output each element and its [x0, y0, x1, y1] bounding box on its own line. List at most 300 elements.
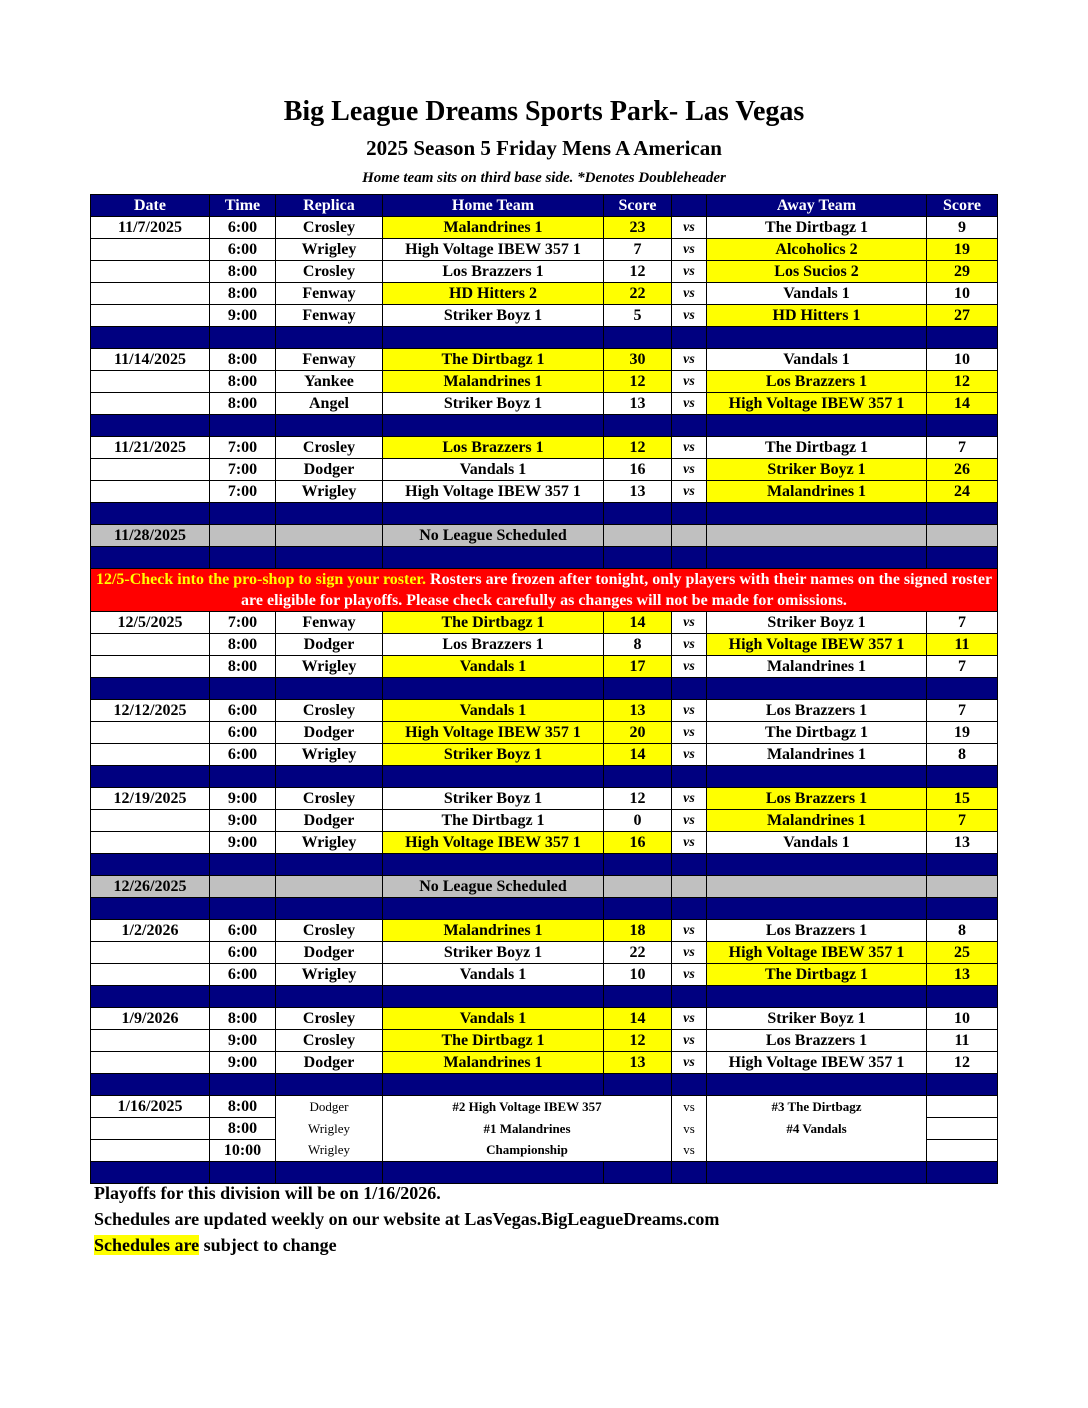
home-score: 10 — [604, 964, 672, 986]
home-score: 12 — [604, 371, 672, 393]
home-team: Vandals 1 — [383, 1008, 604, 1030]
game-date — [91, 371, 210, 393]
away-score: 10 — [927, 349, 998, 371]
game-time: 8:00 — [210, 283, 276, 305]
home-score: 14 — [604, 612, 672, 634]
away-score: 10 — [927, 283, 998, 305]
home-team: High Voltage IBEW 357 1 — [383, 832, 604, 854]
separator-cell — [672, 503, 707, 525]
vs-label: vs — [672, 1118, 707, 1140]
home-team: Malandrines 1 — [383, 920, 604, 942]
vs-label: vs — [672, 722, 707, 744]
away-team: Vandals 1 — [707, 283, 927, 305]
separator-cell — [927, 1162, 998, 1184]
separator-row — [91, 678, 998, 700]
home-score: 22 — [604, 942, 672, 964]
empty-cell — [276, 876, 383, 898]
footer-change-rest: subject to change — [199, 1235, 337, 1255]
separator-cell — [604, 766, 672, 788]
separator-cell — [210, 986, 276, 1008]
vs-label: vs — [672, 261, 707, 283]
away-team: Los Brazzers 1 — [707, 920, 927, 942]
home-team: The Dirtbagz 1 — [383, 349, 604, 371]
playoff-date: 1/16/2025 — [91, 1096, 210, 1118]
separator-cell — [604, 678, 672, 700]
game-time: 7:00 — [210, 481, 276, 503]
playoff-field: Wrigley — [276, 1118, 383, 1140]
footer-change-highlight: Schedules are — [94, 1235, 200, 1255]
game-row — [91, 349, 998, 371]
home-team: Los Brazzers 1 — [383, 634, 604, 656]
separator-row — [91, 898, 998, 920]
game-date: 1/2/2026 — [91, 920, 210, 942]
game-date — [91, 1052, 210, 1074]
away-team: The Dirtbagz 1 — [707, 437, 927, 459]
game-row — [91, 744, 998, 766]
game-date — [91, 722, 210, 744]
game-time: 8:00 — [210, 1008, 276, 1030]
separator-cell — [276, 766, 383, 788]
separator-cell — [604, 854, 672, 876]
empty-cell — [210, 525, 276, 547]
game-time: 8:00 — [210, 656, 276, 678]
away-team: Malandrines 1 — [707, 744, 927, 766]
separator-cell — [210, 854, 276, 876]
game-row — [91, 481, 998, 503]
game-row — [91, 283, 998, 305]
vs-label: vs — [672, 942, 707, 964]
game-row — [91, 964, 998, 986]
home-team: Vandals 1 — [383, 700, 604, 722]
game-date: 12/26/2025 — [91, 876, 210, 898]
separator-cell — [672, 1162, 707, 1184]
separator-cell — [383, 1074, 604, 1096]
away-team: The Dirtbagz 1 — [707, 217, 927, 239]
empty-cell — [927, 1140, 998, 1162]
col-replica-header: Replica — [276, 195, 383, 217]
home-team: Los Brazzers 1 — [383, 437, 604, 459]
playoff-date — [91, 1140, 210, 1162]
game-time: 9:00 — [210, 832, 276, 854]
home-score: 17 — [604, 656, 672, 678]
separator-cell — [707, 547, 927, 569]
separator-cell — [91, 1074, 210, 1096]
home-team: Vandals 1 — [383, 964, 604, 986]
separator-cell — [672, 986, 707, 1008]
home-score: 22 — [604, 283, 672, 305]
playoff-field: Dodger — [276, 1096, 383, 1118]
playoff-row — [91, 1096, 998, 1118]
playoff-home: #1 Malandrines — [383, 1118, 672, 1140]
playoff-row — [91, 1140, 998, 1162]
separator-cell — [383, 327, 604, 349]
game-date: 12/5/2025 — [91, 612, 210, 634]
separator-cell — [604, 898, 672, 920]
separator-cell — [276, 547, 383, 569]
separator-row — [91, 1074, 998, 1096]
playoff-time: 8:00 — [210, 1118, 276, 1140]
game-field: Dodger — [276, 942, 383, 964]
vs-label: vs — [672, 1052, 707, 1074]
separator-cell — [927, 1074, 998, 1096]
separator-row — [91, 766, 998, 788]
vs-label: vs — [672, 239, 707, 261]
separator-cell — [927, 678, 998, 700]
separator-cell — [604, 986, 672, 1008]
away-score: 12 — [927, 1052, 998, 1074]
separator-cell — [91, 327, 210, 349]
away-team: Los Sucios 2 — [707, 261, 927, 283]
separator-cell — [383, 503, 604, 525]
separator-cell — [91, 766, 210, 788]
game-row — [91, 1008, 998, 1030]
separator-cell — [210, 415, 276, 437]
away-team: Alcoholics 2 — [707, 239, 927, 261]
game-row — [91, 437, 998, 459]
no-league-label: No League Scheduled — [383, 525, 604, 547]
away-score: 7 — [927, 612, 998, 634]
playoff-away: #4 Vandals — [707, 1118, 927, 1140]
game-date — [91, 656, 210, 678]
separator-cell — [383, 1162, 604, 1184]
game-field: Wrigley — [276, 481, 383, 503]
game-date: 11/14/2025 — [91, 349, 210, 371]
game-time: 8:00 — [210, 393, 276, 415]
away-team: High Voltage IBEW 357 1 — [707, 634, 927, 656]
empty-cell — [927, 1118, 998, 1140]
game-field: Fenway — [276, 612, 383, 634]
separator-cell — [707, 766, 927, 788]
away-score: 11 — [927, 1030, 998, 1052]
footer-website-note: Schedules are updated weekly on our website at LasVegas.BigLeagueDreams.com — [94, 1209, 720, 1229]
vs-label: vs — [672, 1096, 707, 1118]
vs-label: vs — [672, 437, 707, 459]
vs-label: vs — [672, 612, 707, 634]
separator-cell — [91, 678, 210, 700]
home-team: Malandrines 1 — [383, 371, 604, 393]
away-team: Vandals 1 — [707, 349, 927, 371]
game-time: 6:00 — [210, 920, 276, 942]
empty-cell — [707, 876, 927, 898]
game-row — [91, 305, 998, 327]
game-date: 11/28/2025 — [91, 525, 210, 547]
away-score: 26 — [927, 459, 998, 481]
page-subtitle: 2025 Season 5 Friday Mens A American — [366, 136, 722, 160]
game-row — [91, 810, 998, 832]
no-league-label: No League Scheduled — [383, 876, 604, 898]
game-field: Crosley — [276, 788, 383, 810]
home-team: Striker Boyz 1 — [383, 942, 604, 964]
separator-cell — [672, 854, 707, 876]
separator-cell — [927, 898, 998, 920]
separator-row — [91, 327, 998, 349]
separator-cell — [383, 547, 604, 569]
separator-cell — [276, 415, 383, 437]
game-date: 11/21/2025 — [91, 437, 210, 459]
separator-cell — [91, 986, 210, 1008]
game-field: Wrigley — [276, 744, 383, 766]
vs-label: vs — [672, 810, 707, 832]
separator-row — [91, 854, 998, 876]
home-team: Malandrines 1 — [383, 217, 604, 239]
vs-label: vs — [672, 393, 707, 415]
separator-cell — [276, 503, 383, 525]
separator-cell — [927, 547, 998, 569]
col-home-team-header: Home Team — [383, 195, 604, 217]
vs-label: vs — [672, 481, 707, 503]
away-score: 10 — [927, 1008, 998, 1030]
away-team: The Dirtbagz 1 — [707, 722, 927, 744]
separator-cell — [91, 503, 210, 525]
separator-cell — [91, 1162, 210, 1184]
separator-cell — [707, 678, 927, 700]
separator-cell — [927, 503, 998, 525]
separator-cell — [383, 986, 604, 1008]
separator-cell — [276, 1162, 383, 1184]
home-score: 0 — [604, 810, 672, 832]
game-field: Dodger — [276, 459, 383, 481]
home-score: 12 — [604, 437, 672, 459]
separator-cell — [276, 678, 383, 700]
game-date — [91, 283, 210, 305]
empty-cell — [276, 525, 383, 547]
playoff-field: Wrigley — [276, 1140, 383, 1162]
playoff-time: 8:00 — [210, 1096, 276, 1118]
home-score: 14 — [604, 744, 672, 766]
col-home-score-header: Score — [604, 195, 672, 217]
game-field: Wrigley — [276, 239, 383, 261]
game-field: Crosley — [276, 217, 383, 239]
away-score: 15 — [927, 788, 998, 810]
separator-cell — [707, 986, 927, 1008]
game-row — [91, 656, 998, 678]
home-score: 30 — [604, 349, 672, 371]
separator-cell — [707, 854, 927, 876]
separator-cell — [927, 415, 998, 437]
game-field: Crosley — [276, 1008, 383, 1030]
separator-cell — [276, 986, 383, 1008]
separator-cell — [604, 503, 672, 525]
game-time: 8:00 — [210, 634, 276, 656]
away-team: High Voltage IBEW 357 1 — [707, 1052, 927, 1074]
away-team: Malandrines 1 — [707, 481, 927, 503]
separator-cell — [383, 898, 604, 920]
separator-cell — [210, 547, 276, 569]
separator-cell — [210, 327, 276, 349]
schedule-table — [90, 194, 998, 1184]
away-score: 29 — [927, 261, 998, 283]
game-field: Fenway — [276, 283, 383, 305]
away-team: Malandrines 1 — [707, 656, 927, 678]
game-row — [91, 942, 998, 964]
game-date — [91, 634, 210, 656]
home-team: The Dirtbagz 1 — [383, 612, 604, 634]
game-date: 12/12/2025 — [91, 700, 210, 722]
game-row — [91, 920, 998, 942]
vs-label: vs — [672, 634, 707, 656]
away-score: 24 — [927, 481, 998, 503]
empty-cell — [927, 876, 998, 898]
game-row — [91, 700, 998, 722]
separator-row — [91, 547, 998, 569]
away-score: 7 — [927, 437, 998, 459]
home-score: 12 — [604, 1030, 672, 1052]
separator-cell — [672, 766, 707, 788]
home-score: 7 — [604, 239, 672, 261]
separator-cell — [604, 1074, 672, 1096]
vs-label: vs — [672, 744, 707, 766]
game-date — [91, 832, 210, 854]
home-team: Striker Boyz 1 — [383, 393, 604, 415]
home-team: HD Hitters 2 — [383, 283, 604, 305]
separator-cell — [210, 1162, 276, 1184]
empty-cell — [707, 525, 927, 547]
vs-label: vs — [672, 217, 707, 239]
game-field: Angel — [276, 393, 383, 415]
game-row — [91, 239, 998, 261]
game-field: Dodger — [276, 634, 383, 656]
separator-cell — [927, 986, 998, 1008]
away-score: 8 — [927, 920, 998, 942]
separator-cell — [276, 327, 383, 349]
game-field: Fenway — [276, 349, 383, 371]
playoff-home: Championship — [383, 1140, 672, 1162]
away-team: Los Brazzers 1 — [707, 700, 927, 722]
game-date: 1/9/2026 — [91, 1008, 210, 1030]
away-score: 13 — [927, 964, 998, 986]
header-row — [91, 195, 998, 217]
game-time: 6:00 — [210, 239, 276, 261]
home-team: High Voltage IBEW 357 1 — [383, 722, 604, 744]
separator-cell — [383, 415, 604, 437]
away-score: 8 — [927, 744, 998, 766]
game-field: Crosley — [276, 1030, 383, 1052]
separator-cell — [927, 766, 998, 788]
roster-banner-row — [91, 569, 998, 612]
home-score: 20 — [604, 722, 672, 744]
empty-cell — [927, 1096, 998, 1118]
home-score: 23 — [604, 217, 672, 239]
away-score: 11 — [927, 634, 998, 656]
separator-cell — [707, 898, 927, 920]
separator-cell — [672, 547, 707, 569]
separator-cell — [91, 547, 210, 569]
game-row — [91, 1030, 998, 1052]
separator-cell — [276, 898, 383, 920]
playoff-away: #3 The Dirtbagz — [707, 1096, 927, 1118]
game-field: Dodger — [276, 722, 383, 744]
game-row — [91, 393, 998, 415]
game-date: 12/19/2025 — [91, 788, 210, 810]
playoff-date — [91, 1118, 210, 1140]
away-team: Los Brazzers 1 — [707, 371, 927, 393]
game-row — [91, 788, 998, 810]
empty-cell — [672, 876, 707, 898]
no-league-row — [91, 876, 998, 898]
separator-cell — [91, 854, 210, 876]
home-score: 13 — [604, 700, 672, 722]
playoff-home: #2 High Voltage IBEW 357 — [383, 1096, 672, 1118]
home-score: 8 — [604, 634, 672, 656]
home-team: The Dirtbagz 1 — [383, 1030, 604, 1052]
separator-cell — [91, 415, 210, 437]
separator-row — [91, 1162, 998, 1184]
separator-cell — [604, 1162, 672, 1184]
separator-cell — [707, 327, 927, 349]
game-row — [91, 371, 998, 393]
home-score: 12 — [604, 788, 672, 810]
away-team: Striker Boyz 1 — [707, 459, 927, 481]
separator-cell — [707, 1074, 927, 1096]
vs-label: vs — [672, 283, 707, 305]
separator-cell — [276, 854, 383, 876]
home-team: Striker Boyz 1 — [383, 744, 604, 766]
home-score: 14 — [604, 1008, 672, 1030]
away-score: 12 — [927, 371, 998, 393]
game-time: 8:00 — [210, 261, 276, 283]
separator-row — [91, 415, 998, 437]
vs-label: vs — [672, 459, 707, 481]
game-time: 9:00 — [210, 1052, 276, 1074]
game-time: 7:00 — [210, 459, 276, 481]
game-field: Fenway — [276, 305, 383, 327]
playoff-away — [707, 1140, 927, 1162]
separator-cell — [672, 1074, 707, 1096]
game-field: Crosley — [276, 700, 383, 722]
separator-cell — [210, 503, 276, 525]
home-score: 5 — [604, 305, 672, 327]
game-time: 6:00 — [210, 722, 276, 744]
home-score: 12 — [604, 261, 672, 283]
separator-cell — [707, 415, 927, 437]
playoff-row — [91, 1118, 998, 1140]
vs-label: vs — [672, 349, 707, 371]
away-team: Malandrines 1 — [707, 810, 927, 832]
no-league-row — [91, 525, 998, 547]
separator-cell — [210, 898, 276, 920]
game-row — [91, 722, 998, 744]
col-vs-header — [672, 195, 707, 217]
away-team: Vandals 1 — [707, 832, 927, 854]
game-time: 9:00 — [210, 788, 276, 810]
game-row — [91, 261, 998, 283]
home-score: 18 — [604, 920, 672, 942]
game-time: 8:00 — [210, 349, 276, 371]
footer-change-note — [94, 1235, 337, 1256]
game-field: Wrigley — [276, 832, 383, 854]
game-date: 11/7/2025 — [91, 217, 210, 239]
separator-row — [91, 503, 998, 525]
footer-playoffs-note: Playoffs for this division will be on 1/16/2026. — [94, 1183, 441, 1203]
game-field: Crosley — [276, 437, 383, 459]
roster-banner — [91, 569, 998, 612]
game-time: 6:00 — [210, 744, 276, 766]
empty-cell — [210, 876, 276, 898]
game-row — [91, 634, 998, 656]
game-field: Wrigley — [276, 964, 383, 986]
away-team: The Dirtbagz 1 — [707, 964, 927, 986]
vs-label: vs — [672, 788, 707, 810]
away-score: 13 — [927, 832, 998, 854]
empty-cell — [672, 525, 707, 547]
home-team-note: Home team sits on third base side. *Denotes Doubleheader — [362, 170, 726, 186]
game-date — [91, 744, 210, 766]
separator-cell — [707, 1162, 927, 1184]
away-team: High Voltage IBEW 357 1 — [707, 942, 927, 964]
game-time: 6:00 — [210, 217, 276, 239]
col-time-header: Time — [210, 195, 276, 217]
empty-cell — [604, 876, 672, 898]
